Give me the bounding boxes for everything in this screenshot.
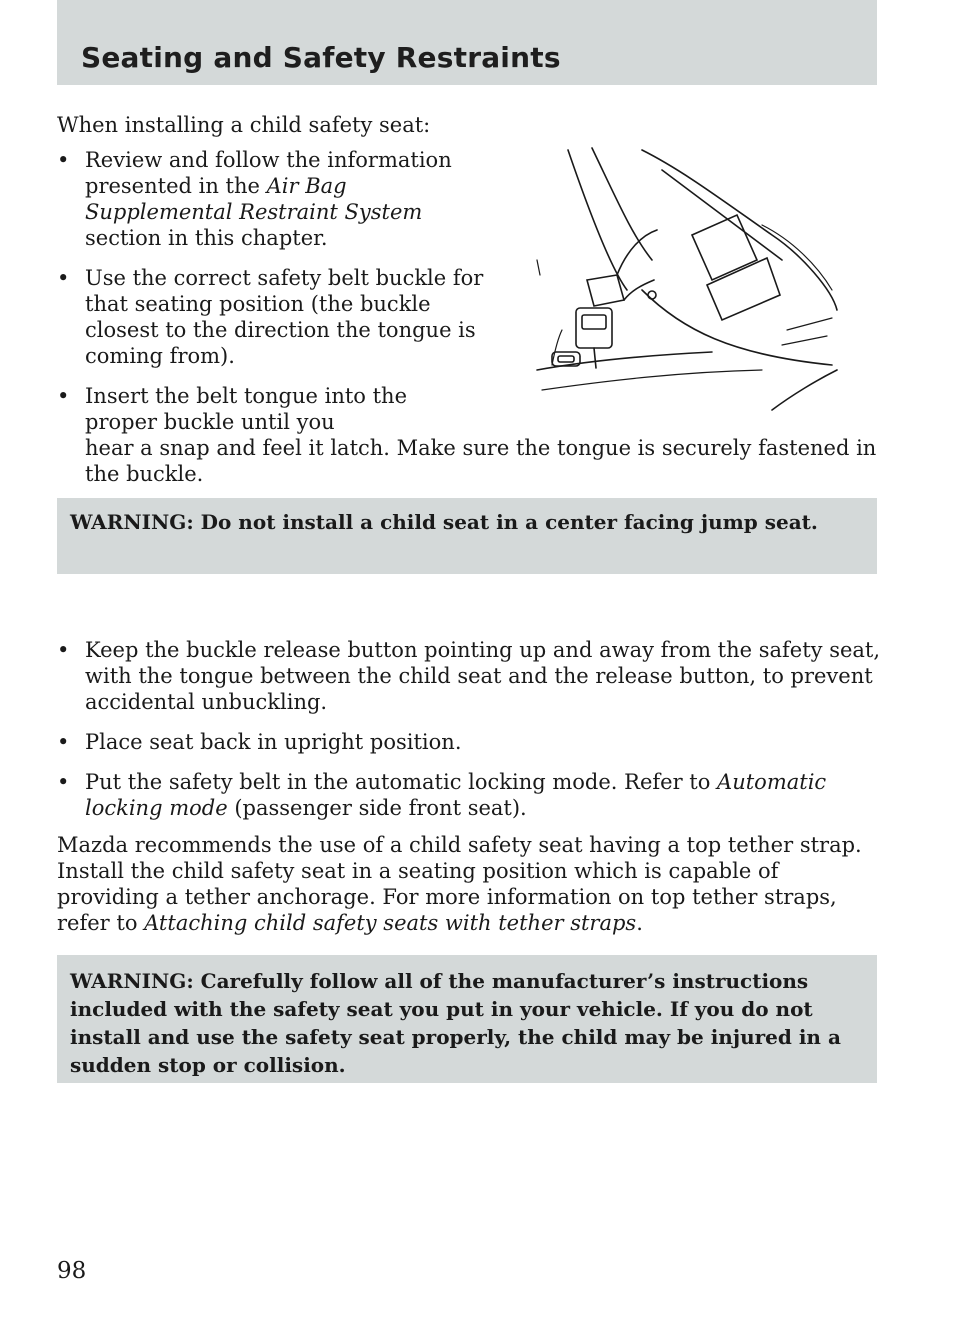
seat-prep-list — [57, 637, 887, 835]
page-title: Seating and Safety Restraints — [81, 41, 561, 74]
bullet-icon: • — [57, 384, 70, 408]
bullet-icon: • — [57, 266, 70, 290]
list-item: • Keep the buckle release button pointing up and away from the safety seat, with the tongue between the child seat and the release button, to prevent accidental unbuckling. — [57, 638, 881, 714]
list-item: • Review and follow the information presented in the Air Bag Supplemental Restraint System section in this chapter. — [57, 148, 452, 250]
crossref-automatic-locking: Automatic locking mode — [85, 770, 827, 820]
bullet-icon: • — [57, 770, 70, 794]
list-item: • Use the correct safety belt buckle for that seating position (the buckle closest to the direction the tongue is coming from). — [57, 266, 484, 368]
list-item: • Put the safety belt in the automatic locking mode. Refer to Automatic locking mode (passenger side front seat). — [57, 770, 827, 820]
crossref-airbag: Air Bag Supplemental Restraint System — [85, 174, 423, 224]
list-item: • Insert the belt tongue into the proper buckle until you hear a snap and feel it latch. Make sure the tongue is securely fastened in the buckle. — [57, 384, 877, 486]
section-header — [57, 0, 877, 85]
crossref-tether-straps: Attaching child safety seats with tether straps — [144, 911, 637, 935]
page-number: 98 — [57, 1258, 87, 1284]
warning-box-jump-seat: WARNING: Do not install a child seat in a center facing jump seat. — [57, 498, 877, 574]
tether-paragraph: Mazda recommends the use of a child safety seat having a top tether strap. Install the child safety seat in a seating position which is capable of providing a tether anchorage. For more information on top tether straps, refer to Attaching child safety seats with tether straps. — [57, 833, 862, 935]
warning-box-manufacturer: WARNING: Carefully follow all of the manufacturer’s instructions included with the safety seat you put in your vehicle. If you do not install and use the safety seat properly, the child may be injured in a sudden stop or collision. — [57, 955, 877, 1083]
seat-belt-buckle-illustration — [532, 140, 842, 415]
list-item: • Place seat back in upright position. — [57, 730, 462, 754]
bullet-icon: • — [57, 638, 70, 662]
intro-text: When installing a child safety seat: — [57, 113, 431, 137]
bullet-icon: • — [57, 730, 70, 754]
bullet-icon: • — [57, 148, 70, 172]
